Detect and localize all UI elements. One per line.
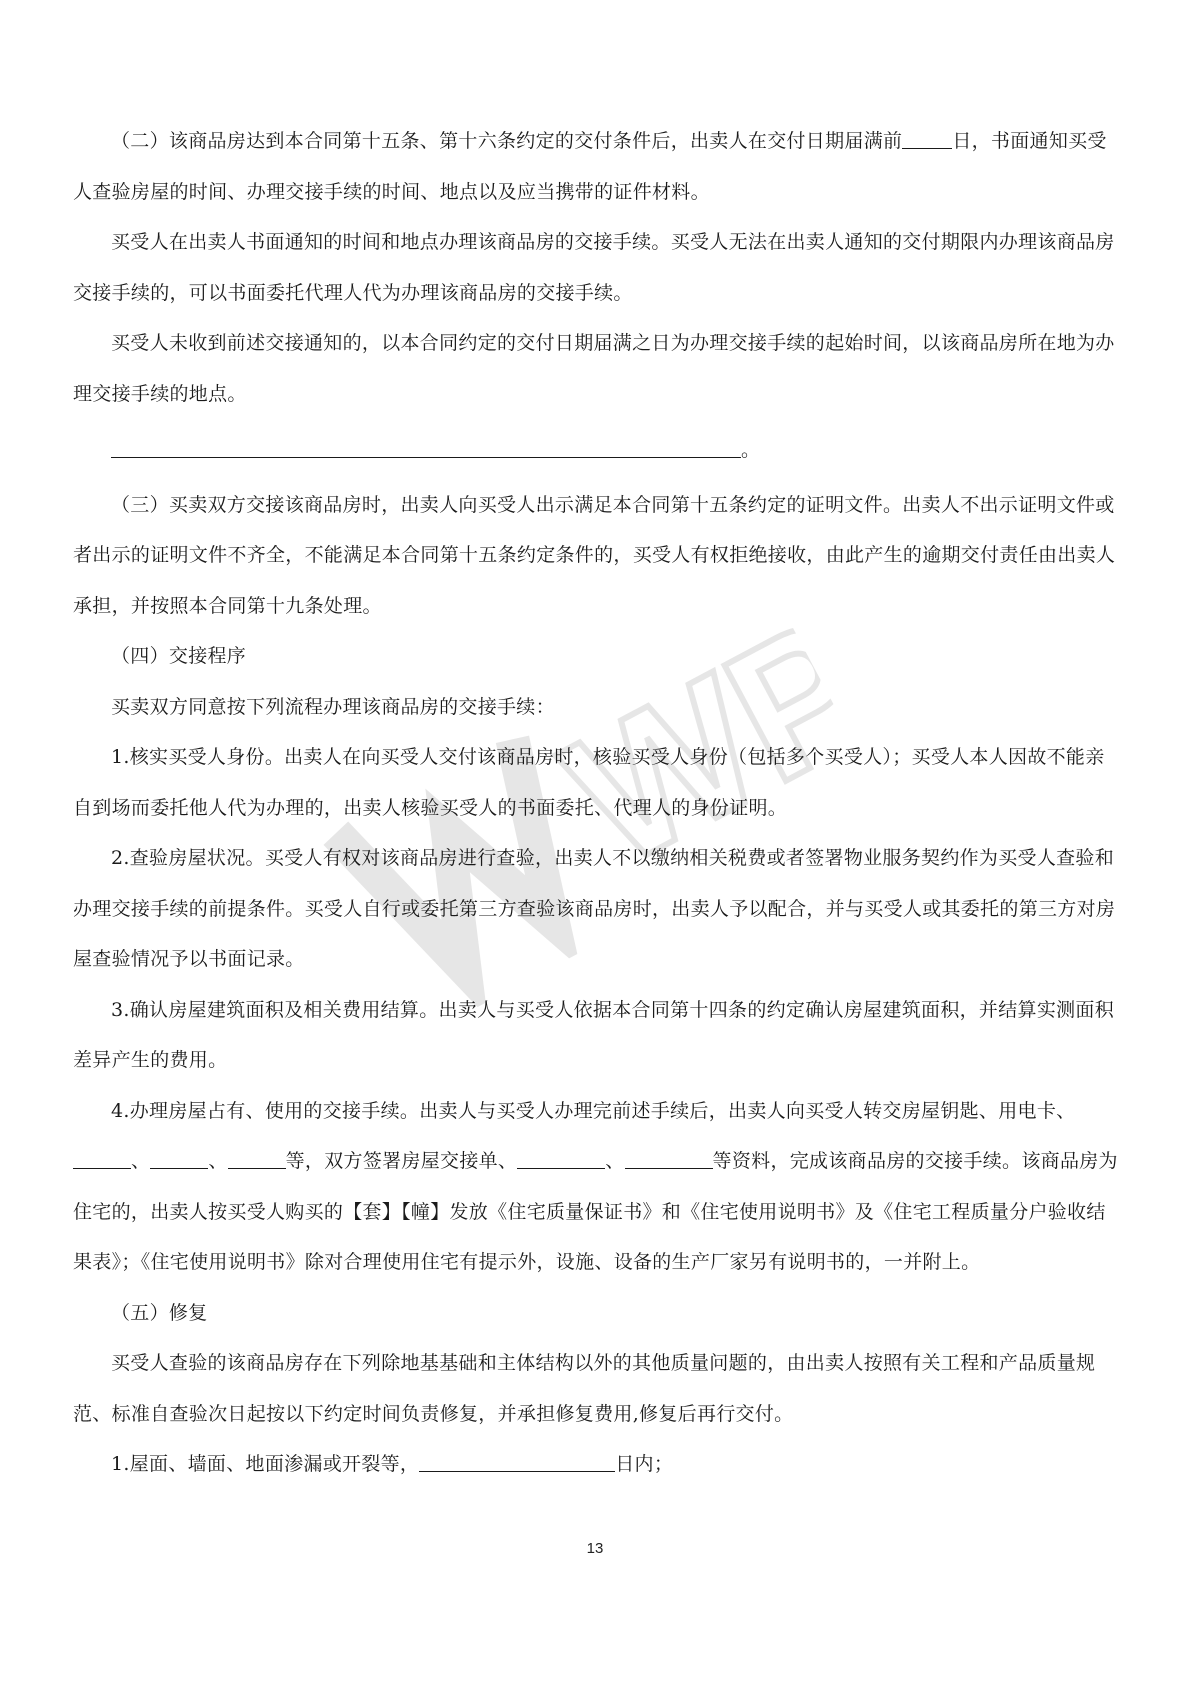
paragraph-procedure-intro: 买卖双方同意按下列流程办理该商品房的交接手续： — [111, 695, 555, 718]
paragraph-confirm-area: 3.确认房屋建筑面积及相关费用结算。出卖人与买受人依据本合同第十四条的约定确认房屋建筑面积，并结算实测面积差异产生的费用。 — [73, 998, 1115, 1071]
paragraph-leakage-repair: 1.屋面、墙面、地面渗漏或开裂等， 日内； — [111, 1453, 674, 1475]
handover-item-blank-3[interactable] — [228, 1148, 286, 1169]
watermark-text: WPS — [536, 563, 881, 908]
paragraph-repair-terms: 买受人查验的该商品房存在下列除地基基础和主体结构以外的其他质量问题的，由出卖人按照有关工程和产品质量规范、标准自查验次日起按以下约定时间负责修复，并承担修复费用,修复后再行交付。 — [73, 1352, 1096, 1425]
contract-body — [73, 116, 1123, 1490]
paragraph-delivery-notice: （二）该商品房达到本合同第十五条、第十六条约定的交付条件后，出卖人在交付日期届满前 日，书面通知买受人查验房屋的时间、办理交接手续的时间、地点以及应当携带的证件材料。 — [73, 130, 1107, 203]
heading-handover-procedure: （四）交接程序 — [111, 645, 247, 667]
paragraph-inspect-house: 2.查验房屋状况。买受人有权对该商品房进行查验，出卖人不以缴纳相关税费或者签署物业服务契约作为买受人查验和办理交接手续的前提条件。买受人自行或委托第三方查验该商品房时，出卖人予以配合，并与买受人或其委托的第三方对房屋查验情况予以书面记录。 — [73, 847, 1116, 970]
paragraph-agent-handover: 买受人在出卖人书面通知的时间和地点办理该商品房的交接手续。买受人无法在出卖人通知的交付期限内办理该商品房交接手续的，可以书面委托代理人代为办理该商品房的交接手续。 — [73, 231, 1115, 304]
page-number: 13 — [586, 1540, 604, 1557]
handover-item-blank-2[interactable] — [150, 1148, 208, 1169]
repair-days-blank[interactable] — [419, 1451, 615, 1472]
notice-days-blank[interactable] — [902, 128, 952, 149]
handover-doc-blank-1[interactable] — [517, 1148, 605, 1169]
paragraph-no-notice: 买受人未收到前述交接通知的，以本合同约定的交付日期届满之日为办理交接手续的起始时间，以该商品房所在地为办理交接手续的地点。 — [73, 332, 1115, 405]
paragraph-handover-formalities: 4.办理房屋占有、使用的交接手续。出卖人与买受人办理完前述手续后，出卖人向买受人转交房屋钥匙、用电卡、、 、 等，双方签署房屋交接单、 、 等资料，完成该商品房的交接手续。该商品房为住宅的，出卖人按买受人购买的【套】【幢】发放《住宅质量保证书》和《住宅使用说明书》及《住宅工程质量分户验收结果表》；《住宅使用说明书》除对合理使用住宅有提示外，设施、设备的生产厂家另有说明书的，一并附上。 — [73, 1099, 1118, 1273]
paragraph-proof-documents: （三）买卖双方交接该商品房时，出卖人向买受人出示满足本合同第十五条约定的证明文件。出卖人不出示证明文件或者出示的证明文件不齐全，不能满足本合同第十五条约定条件的，买受人有权拒绝接收，由此产生的逾期交付责任由出卖人承担，并按照本合同第十九条处理。 — [73, 493, 1116, 617]
handover-doc-blank-2[interactable] — [625, 1148, 713, 1169]
supplement-blank[interactable] — [111, 437, 741, 458]
paragraph-verify-identity: 1.核实买受人身份。出卖人在向买受人交付该商品房时，核验买受人身份（包括多个买受人）；买受人本人因故不能亲自到场而委托他人代为办理的，出卖人核验买受人的书面委托、代理人的身份证明。 — [73, 746, 1105, 819]
heading-repair: （五）修复 — [111, 1301, 208, 1324]
supplement-line: 。 — [73, 425, 1123, 476]
handover-item-blank-1[interactable] — [73, 1148, 131, 1169]
